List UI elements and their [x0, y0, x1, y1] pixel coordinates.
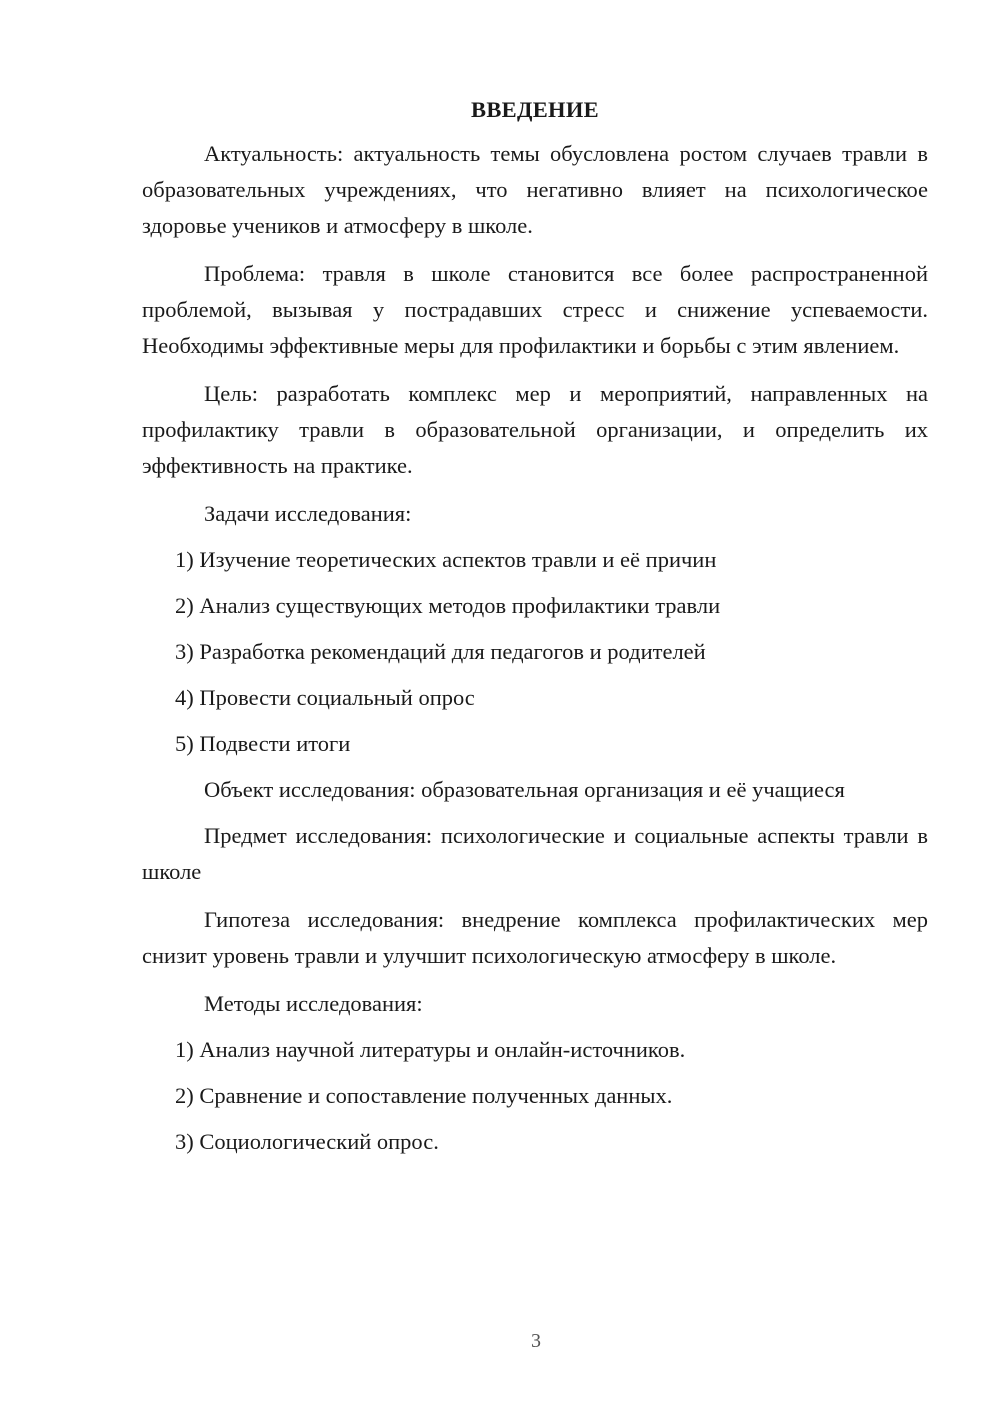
task-item-5: 5) Подвести итоги — [175, 731, 351, 756]
page-title: ВВЕДЕНИЕ — [471, 97, 599, 122]
task-item-4: 4) Провести социальный опрос — [175, 685, 475, 710]
task-item-3: 3) Разработка рекомендаций для педагогов и родителей — [175, 639, 706, 664]
page-number: 3 — [531, 1330, 541, 1352]
subject-paragraph: Предмет исследования: психологические и социальные аспекты травли в школе — [142, 823, 928, 884]
task-item-1: 1) Изучение теоретических аспектов травли и её причин — [175, 547, 717, 572]
hypothesis-paragraph: Гипотеза исследования: внедрение комплекса профилактических мер снизит уровень травли и улучшит психологическую атмосферу в школе. — [142, 907, 928, 968]
method-item-3: 3) Социологический опрос. — [175, 1129, 439, 1154]
task-item-2: 2) Анализ существующих методов профилактики травли — [175, 593, 721, 618]
object-line: Объект исследования: образовательная организация и её учащиеся — [204, 777, 845, 802]
goal-paragraph: Цель: разработать комплекс мер и мероприятий, направленных на профилактику травли в образовательной организации, и определить их эффективность на практике. — [142, 381, 928, 478]
problem-paragraph: Проблема: травля в школе становится все более распространенной проблемой, вызывая у пострадавших стресс и снижение успеваемости. Необходимы эффективные меры для профилактики и борьбы с этим явлением. — [142, 261, 928, 358]
relevance-paragraph: Актуальность: актуальность темы обусловлена ростом случаев травли в образовательных учреждениях, что негативно влияет на психологическое здоровье учеников и атмосферу в школе. — [142, 141, 928, 238]
methods-heading: Методы исследования: — [204, 991, 423, 1016]
method-item-1: 1) Анализ научной литературы и онлайн-источников. — [175, 1037, 686, 1062]
method-item-2: 2) Сравнение и сопоставление полученных данных. — [175, 1083, 673, 1108]
document-page — [142, 92, 928, 1170]
tasks-heading: Задачи исследования: — [204, 501, 412, 526]
